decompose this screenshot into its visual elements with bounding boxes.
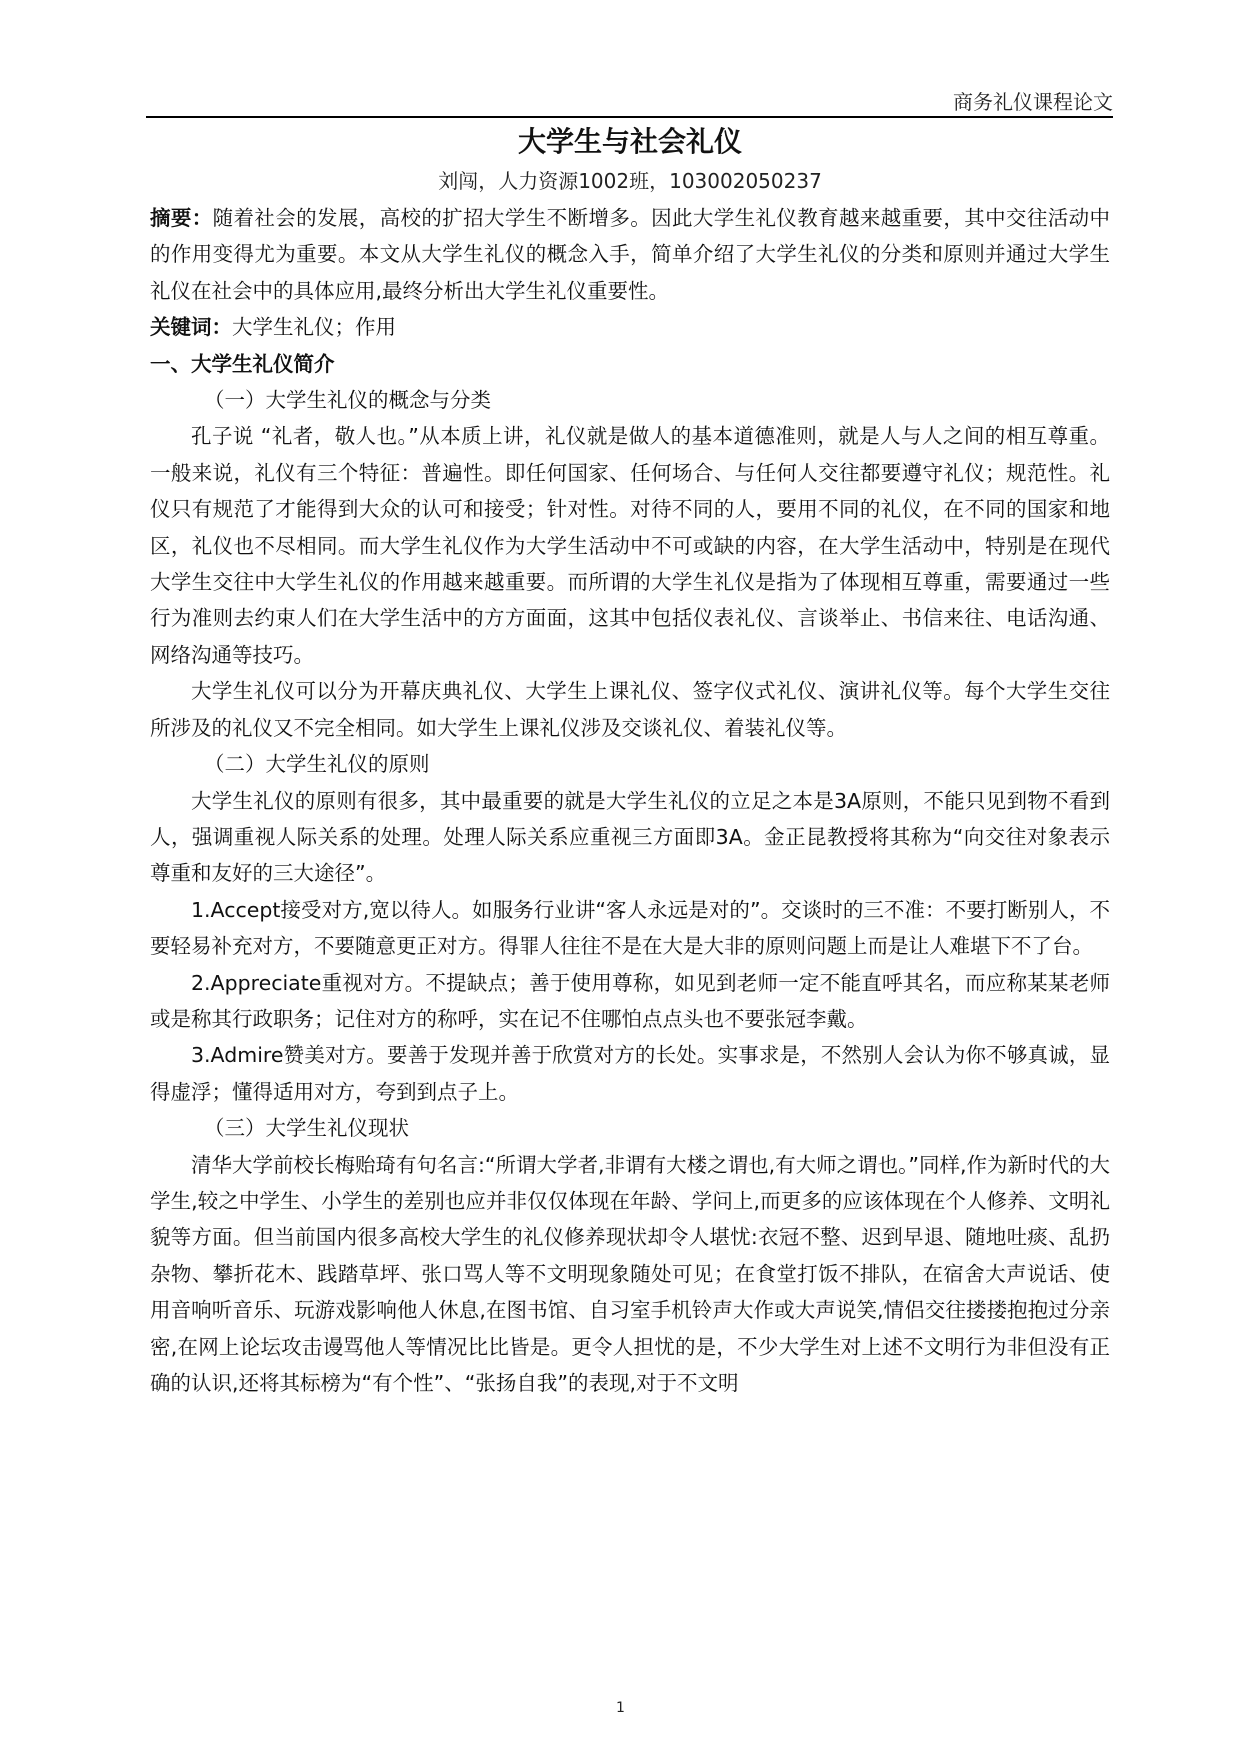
- paragraph: 大学生礼仪可以分为开幕庆典礼仪、大学生上课礼仪、签字仪式礼仪、演讲礼仪等。每个大学生交往所涉及的礼仪又不完全相同。如大学生上课礼仪涉及交谈礼仪、着装礼仪等。: [150, 679, 1110, 740]
- abstract-label: 摘要：: [150, 206, 213, 230]
- keywords-label: 关键词：: [150, 315, 232, 340]
- paragraph: 清华大学前校长梅贻琦有句名言:“所谓大学者,非谓有大楼之谓也,有大师之谓也。”同样,作为新时代的大学生,较之中学生、小学生的差别也应并非仅仅体现在年龄、学问上,而更多的应该体现在个人修养、文明礼貌等方面。但当前国内很多高校大学生的礼仪修养现状却令人堪忧:衣冠不整、迟到早退、随地吐痰、乱扔杂物、攀折花木、践踏草坪、张口骂人等不文明现象随处可见；在食堂打饭不排队，在宿舍大声说话、使用音响听音乐、玩游戏影响他人休息,在图书馆、自习室手机铃声大作或大声说笑,情侣交往搂搂抱抱过分亲密,在网上论坛攻击谩骂他人等情况比比皆是。更令人担忧的是，不少大学生对上述不文明行为非但没有正确的认识,还将其标榜为“有个性”、“张扬自我”的表现,对于不文明: [150, 1152, 1110, 1395]
- subsection-heading-3: （三）大学生礼仪现状: [204, 1116, 409, 1141]
- list-item-accept: 1.Accept接受对方,宽以待人。如服务行业讲“客人永远是对的”。交谈时的三不准：不要打断别人，不要轻易补充对方，不要随意更正对方。得罪人往往不是在大是大非的原则问题上而是让人难堪下不了台。: [150, 897, 1110, 959]
- section-heading-1: 一、大学生礼仪简介: [150, 351, 335, 376]
- header-rule: [146, 116, 1113, 118]
- abstract: [150, 200, 1110, 309]
- paper-title: 大学生与社会礼仪: [517, 125, 742, 158]
- running-header: 商务礼仪课程论文: [953, 90, 1113, 114]
- author-line: 刘闯，人力资源1002班，103002050237: [438, 169, 822, 193]
- paragraph: 孔子说 “礼者，敬人也。”从本质上讲，礼仪就是做人的基本道德准则，就是人与人之间的相互尊重。一般来说，礼仪有三个特征：普遍性。即任何国家、任何场合、与任何人交往都要遵守礼仪；规范性。礼仪只有规范了才能得到大众的认可和接受；针对性。对待不同的人，要用不同的礼仪，在不同的国家和地区，礼仪也不尽相同。而大学生礼仪作为大学生活动中不可或缺的内容，在大学生活动中，特别是在现代大学生交往中大学生礼仪的作用越来越重要。而所谓的大学生礼仪是指为了体现相互尊重，需要通过一些行为准则去约束人们在大学生活中的方方面面，这其中包括仪表礼仪、言谈举止、书信来往、电话沟通、网络沟通等技巧。: [150, 424, 1110, 667]
- subsection-heading-1: （一）大学生礼仪的概念与分类: [204, 388, 491, 413]
- list-item-admire: 3.Admire赞美对方。要善于发现并善于欣赏对方的长处。实事求是，不然别人会认为你不够真诚，显得虚浮；懂得适用对方，夸到到点子上。: [150, 1043, 1110, 1104]
- subsection-heading-2: （二）大学生礼仪的原则: [204, 752, 430, 777]
- keywords: [150, 309, 1110, 345]
- page-number: 1: [616, 1700, 625, 1716]
- list-item-appreciate: 2.Appreciate重视对方。不提缺点；善于使用尊称，如见到老师一定不能直呼其名，而应称某某老师或是称其行政职务；记住对方的称呼，实在记不住哪怕点点头也不要张冠李戴。: [150, 970, 1110, 1031]
- paragraph: 大学生礼仪的原则有很多，其中最重要的就是大学生礼仪的立足之本是3A原则，不能只见到物不看到人，强调重视人际关系的处理。处理人际关系应重视三方面即3A。金正昆教授将其称为“向交往对象表示尊重和友好的三大途径”。: [150, 788, 1110, 886]
- document-body: [150, 122, 1110, 1401]
- keywords-text: 大学生礼仪；作用: [232, 315, 396, 340]
- abstract-text: 随着社会的发展，高校的扩招大学生不断增多。因此大学生礼仪教育越来越重要，其中交往活动中的作用变得尤为重要。本文从大学生礼仪的概念入手，简单介绍了大学生礼仪的分类和原则并通过大学生礼仪在社会中的具体应用,最终分析出大学生礼仪重要性。: [150, 206, 1111, 303]
